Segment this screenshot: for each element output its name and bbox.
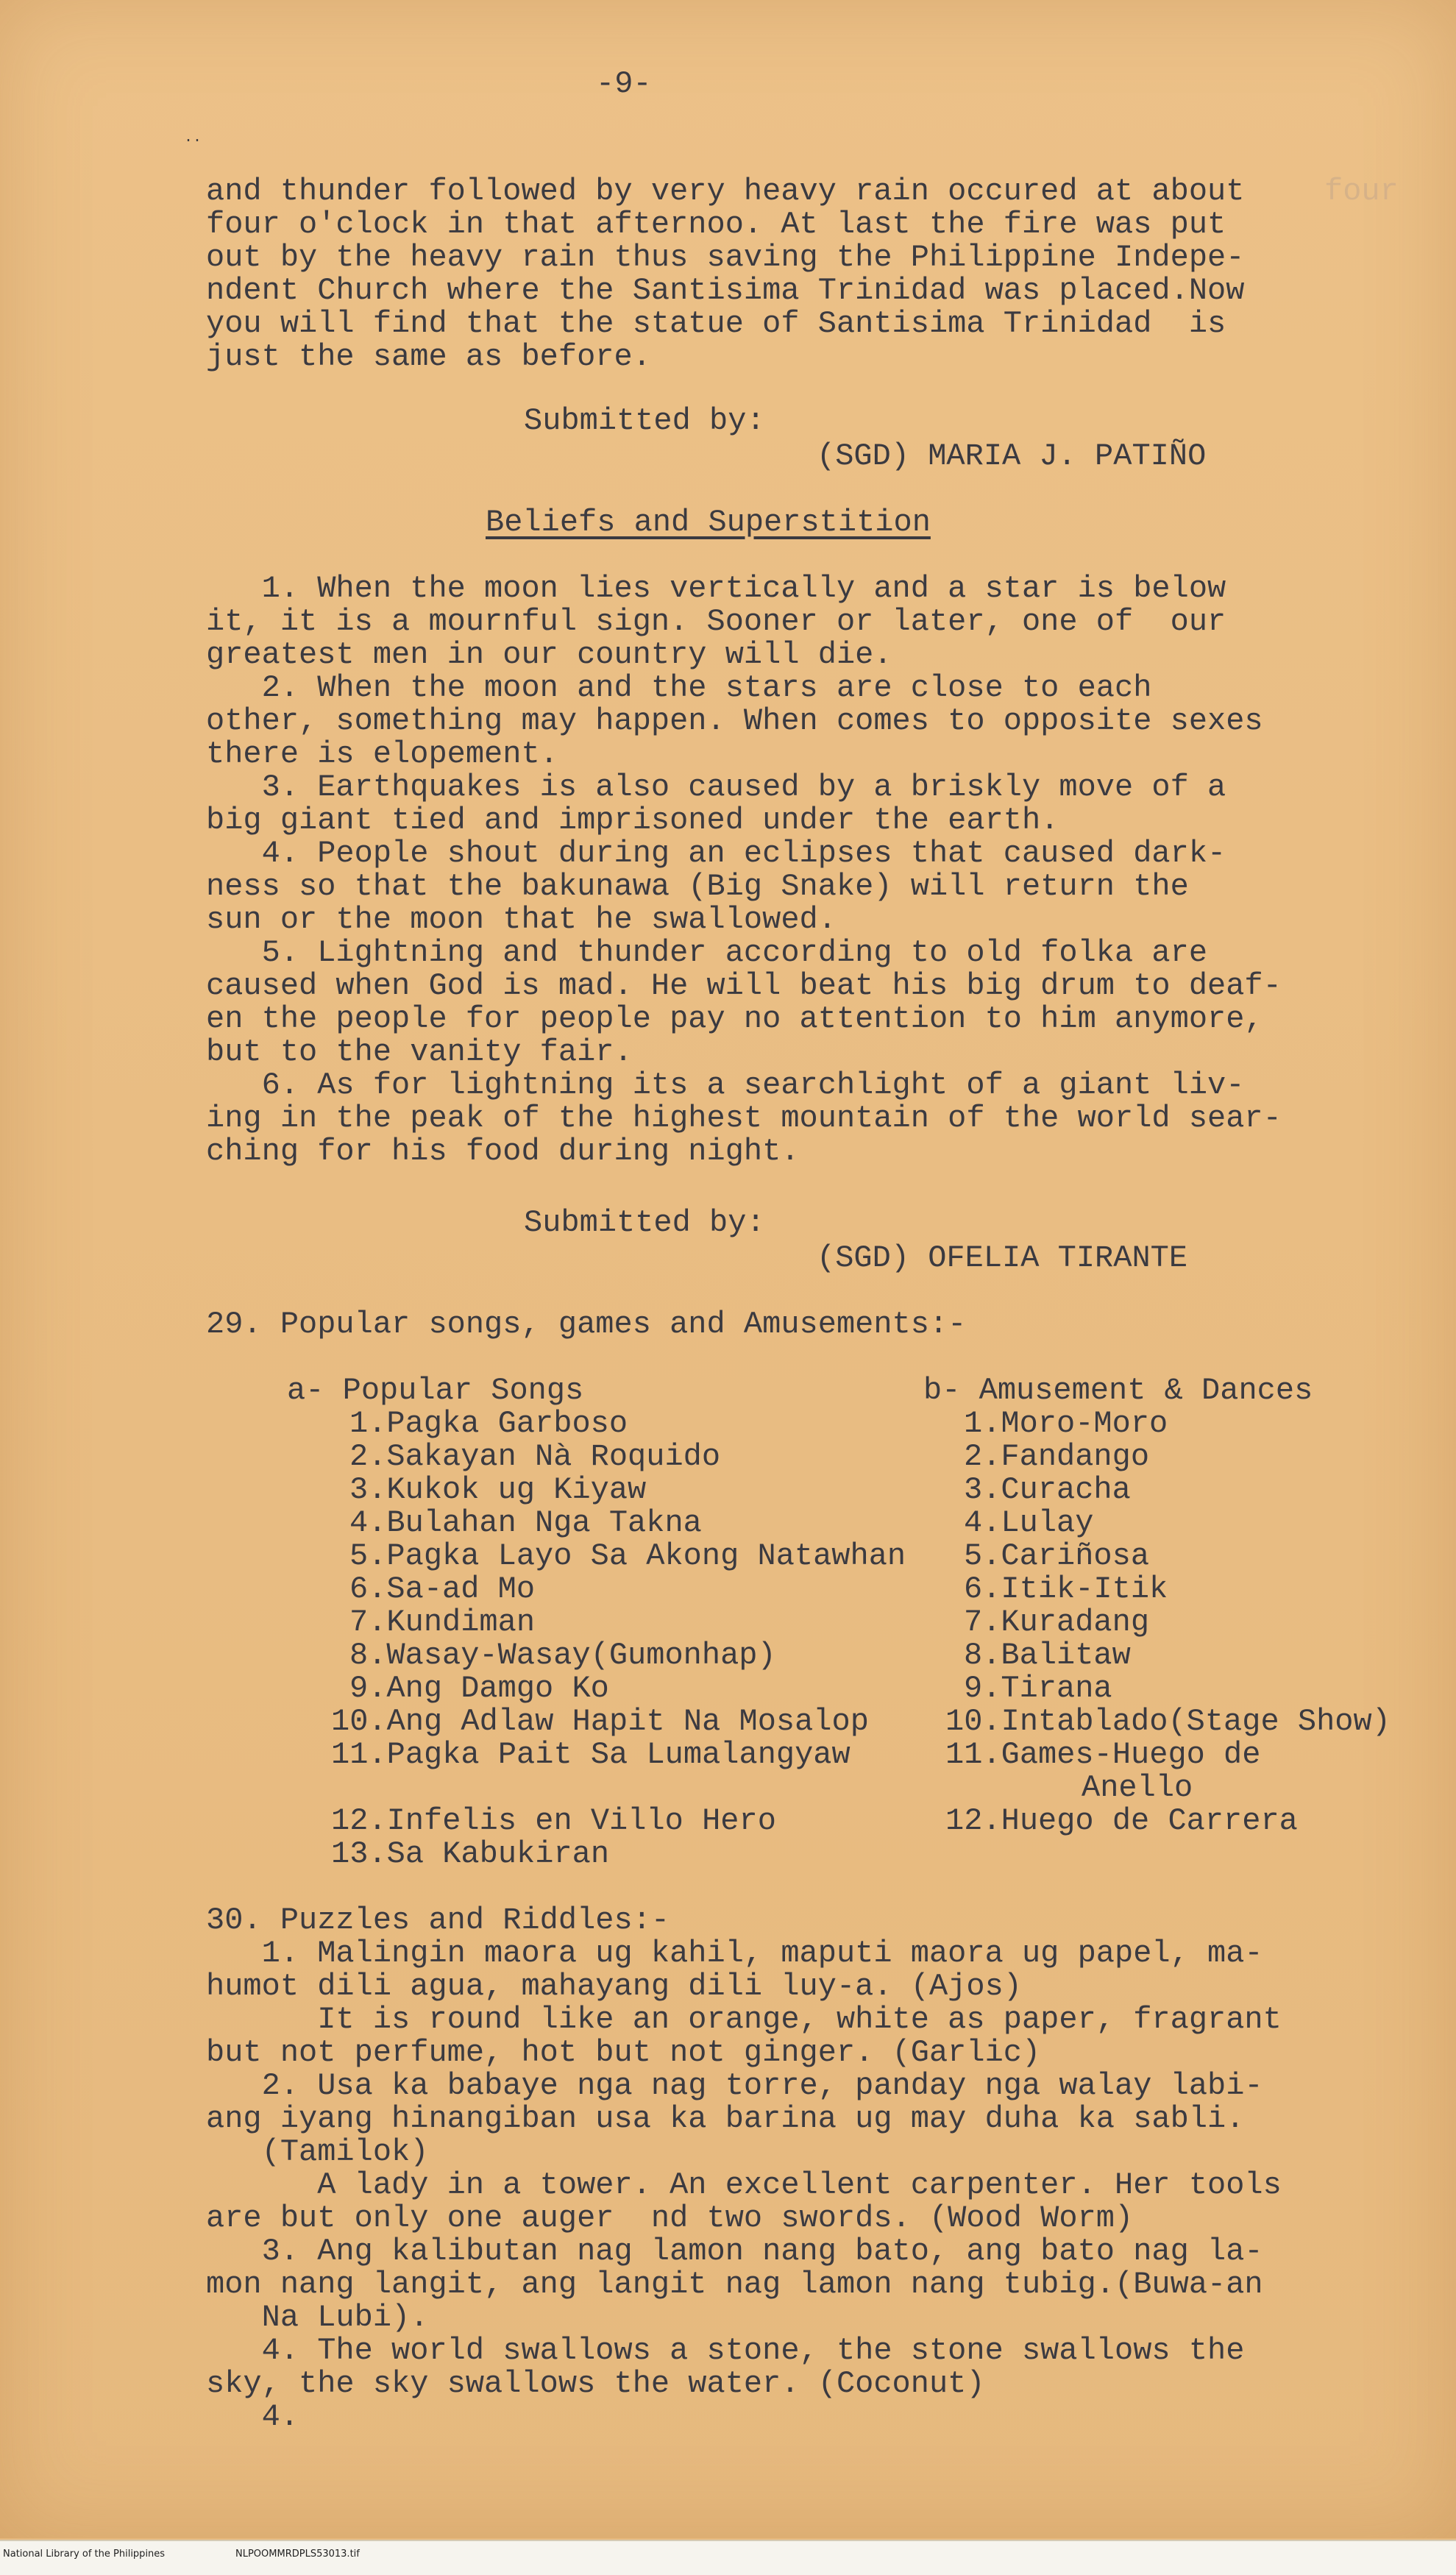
text-line: 2. Usa ka babaye nga nag torre, panday nga walay labi- bbox=[206, 2068, 1263, 2103]
text-line: 4. bbox=[206, 2399, 299, 2434]
page-number: -9- bbox=[596, 66, 652, 102]
text-line: ndent Church where the Santisima Trinidad was placed.Now bbox=[206, 273, 1245, 308]
signature: (SGD) OFELIA TIRANTE bbox=[817, 1240, 1188, 1276]
section-heading: 29. Popular songs, games and Amusements:- bbox=[206, 1307, 967, 1342]
footer-institution: National Library of the Philippines bbox=[3, 2549, 166, 2560]
list-item: 10.Intablado(Stage Show) bbox=[945, 1704, 1391, 1739]
text-line: four o'clock in that afternoo. At last the fire was put bbox=[206, 207, 1226, 242]
text-line: (Tamilok) bbox=[206, 2134, 429, 2170]
page-mark: .. bbox=[184, 129, 202, 146]
text-line: out by the heavy rain thus saving the Philippine Indepe- bbox=[206, 240, 1245, 275]
text-line: en the people for people pay no attention to him anymore, bbox=[206, 1001, 1263, 1037]
text-line: ness so that the bakunawa (Big Snake) will return the bbox=[206, 869, 1189, 904]
text-line: 3. Ang kalibutan nag lamon nang bato, ang bato nag la- bbox=[206, 2234, 1263, 2269]
text-line: humot dili agua, mahayang dili luy-a. (Ajos) bbox=[206, 1969, 1022, 2004]
text-line: 5. Lightning and thunder according to old folka are bbox=[206, 935, 1208, 970]
text-line: caused when God is mad. He will beat his big drum to deaf- bbox=[206, 968, 1282, 1004]
text-line: ing in the peak of the highest mountain of the world sear- bbox=[206, 1101, 1282, 1136]
list-item: 2.Fandango bbox=[964, 1439, 1150, 1474]
list-heading: b- Amusement & Dances bbox=[923, 1373, 1313, 1408]
list-item: 11.Pagka Pait Sa Lumalangyaw bbox=[331, 1737, 850, 1772]
section-heading: Beliefs and Superstition bbox=[486, 505, 931, 540]
text-line: and thunder followed by very heavy rain occured at about bbox=[206, 174, 1245, 209]
list-item: 1.Pagka Garboso bbox=[349, 1406, 628, 1441]
text-line: ang iyang hinangiban usa ka barina ug may duha ka sabli. bbox=[206, 2101, 1245, 2137]
text-line: it, it is a mournful sign. Sooner or later, one of our bbox=[206, 604, 1226, 639]
list-item: 9.Tirana bbox=[964, 1671, 1112, 1706]
list-item: 7.Kundiman bbox=[349, 1605, 536, 1640]
text-line: but not perfume, hot but not ginger. (Garlic) bbox=[206, 2035, 1041, 2070]
text-line: sun or the moon that he swallowed. bbox=[206, 902, 837, 937]
list-item: 8.Wasay-Wasay(Gumonhap) bbox=[349, 1638, 776, 1673]
list-heading: a- Popular Songs bbox=[287, 1373, 584, 1408]
text-line: 4. People shout during an eclipses that caused dark- bbox=[206, 836, 1226, 871]
list-item: 7.Kuradang bbox=[964, 1605, 1150, 1640]
list-item: 5.Pagka Layo Sa Akong Natawhan bbox=[349, 1538, 906, 1574]
text-line: It is round like an orange, white as paper, fragrant bbox=[206, 2002, 1282, 2037]
text-line: 6. As for lightning its a searchlight of a giant liv- bbox=[206, 1068, 1245, 1103]
faint-text: four bbox=[1324, 174, 1399, 209]
list-item: Anello bbox=[1082, 1770, 1193, 1805]
submitted-by-label: Submitted by: bbox=[524, 403, 765, 438]
text-line: 3. Earthquakes is also caused by a briskly move of a bbox=[206, 770, 1226, 805]
list-item: 3.Curacha bbox=[964, 1472, 1131, 1507]
text-line: 2. When the moon and the stars are close to each bbox=[206, 670, 1152, 706]
list-item: 4.Lulay bbox=[964, 1505, 1094, 1541]
list-item: 5.Cariñosa bbox=[964, 1538, 1150, 1574]
list-item: 9.Ang Damgo Ko bbox=[349, 1671, 609, 1706]
text-line: 1. Malingin maora ug kahil, maputi maora ug papel, ma- bbox=[206, 1936, 1263, 1971]
text-line: Na Lubi). bbox=[206, 2300, 429, 2335]
text-line: other, something may happen. When comes to opposite sexes bbox=[206, 703, 1263, 739]
text-line: you will find that the statue of Santisima Trinidad is bbox=[206, 306, 1226, 341]
list-item: 3.Kukok ug Kiyaw bbox=[349, 1472, 647, 1507]
text-line: mon nang langit, ang langit nag lamon nang tubig.(Buwa-an bbox=[206, 2267, 1263, 2302]
text-line: there is elopement. bbox=[206, 736, 558, 772]
text-line: A lady in a tower. An excellent carpenter. Her tools bbox=[206, 2167, 1282, 2203]
text-line: sky, the sky swallows the water. (Coconut) bbox=[206, 2366, 985, 2401]
list-item: 6.Sa-ad Mo bbox=[349, 1571, 536, 1607]
footer-filename: NLPOOMMRDPLS53013.tif bbox=[235, 2549, 360, 2560]
list-item: 8.Balitaw bbox=[964, 1638, 1131, 1673]
list-item: 6.Itik-Itik bbox=[964, 1571, 1168, 1607]
text-line: are but only one auger nd two swords. (Wood Worm) bbox=[206, 2201, 1134, 2236]
text-line: greatest men in our country will die. bbox=[206, 637, 892, 672]
text-line: but to the vanity fair. bbox=[206, 1034, 633, 1070]
submitted-by-label: Submitted by: bbox=[524, 1205, 765, 1240]
text-line: just the same as before. bbox=[206, 339, 651, 374]
list-item: 12.Infelis en Villo Hero bbox=[331, 1803, 776, 1839]
text-line: ching for his food during night. bbox=[206, 1134, 800, 1169]
list-item: 13.Sa Kabukiran bbox=[331, 1836, 610, 1872]
section-heading: 30. Puzzles and Riddles:- bbox=[206, 1903, 670, 1938]
text-line: 1. When the moon lies vertically and a star is below bbox=[206, 571, 1226, 606]
text-line: big giant tied and imprisoned under the earth. bbox=[206, 803, 1059, 838]
list-item: 10.Ang Adlaw Hapit Na Mosalop bbox=[331, 1704, 869, 1739]
list-item: 12.Huego de Carrera bbox=[945, 1803, 1298, 1839]
list-item: 11.Games-Huego de bbox=[945, 1737, 1261, 1772]
list-item: 2.Sakayan Nà Roquido bbox=[349, 1439, 721, 1474]
scan-footer bbox=[0, 2540, 1456, 2575]
list-item: 1.Moro-Moro bbox=[964, 1406, 1168, 1441]
list-item: 4.Bulahan Nga Takna bbox=[349, 1505, 702, 1541]
signature: (SGD) MARIA J. PATIÑO bbox=[817, 438, 1207, 474]
text-line: 4. The world swallows a stone, the stone swallows the bbox=[206, 2333, 1245, 2368]
